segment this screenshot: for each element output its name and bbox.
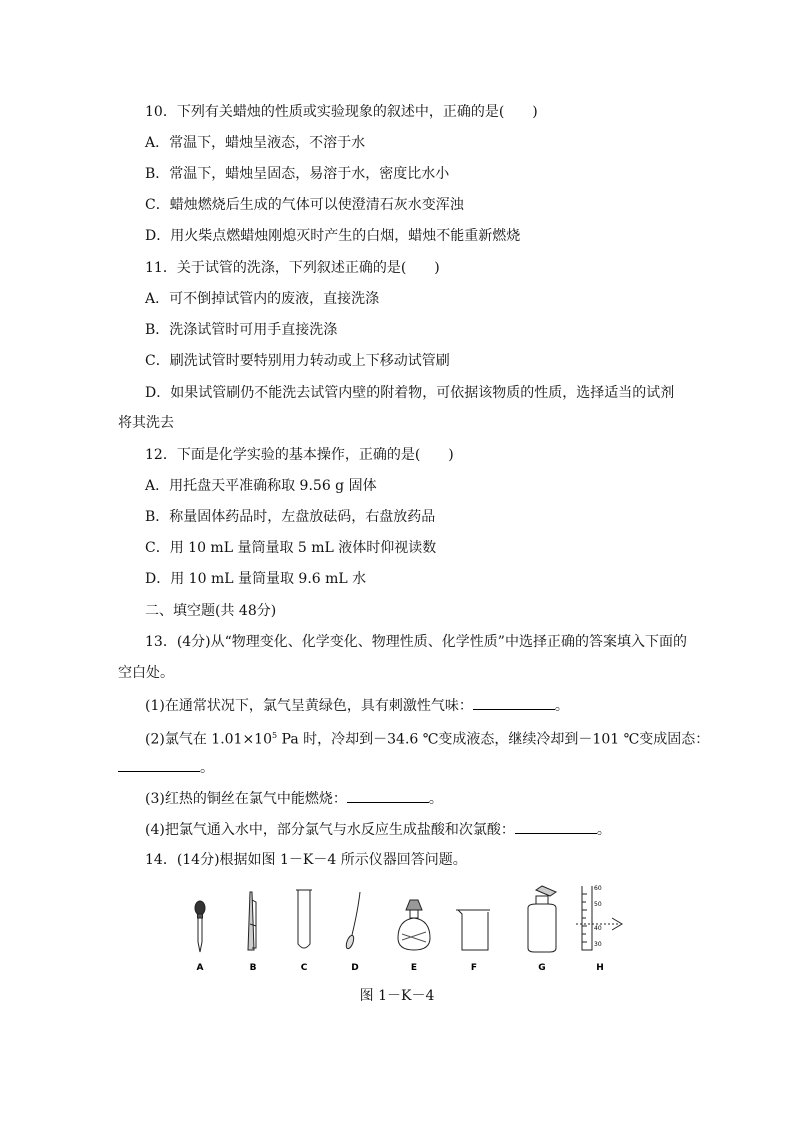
q13-part1-end: 。 (554, 698, 569, 714)
scale-tick-50: 50 (594, 901, 602, 908)
q10-option-d: D．用火柴点燃蜡烛刚熄灭时产生的白烟，蜡烛不能重新燃烧 (145, 228, 521, 244)
section-heading: 二、填空题(共 48分) (145, 603, 277, 619)
dropper-icon (195, 901, 205, 952)
q10-option-b: B．常温下，蜡烛呈固态，易溶于水，密度比水小 (145, 166, 450, 182)
label-c: C (300, 963, 308, 973)
test-tube-icon (296, 890, 312, 948)
q13-part2-text: (2)氯气在 1.01×10 (145, 731, 272, 748)
apparatus-figure (180, 880, 640, 980)
beaker-icon (456, 910, 490, 950)
q13-part3-text: (3)红热的铜丝在氯气中能燃烧： (145, 791, 347, 807)
q13-part4-end: 。 (596, 822, 611, 838)
medicine-spoon-icon (345, 892, 360, 950)
q13-part2-answer (118, 757, 214, 778)
q12-option-a: A．用托盘天平准确称取 9.56 g 固体 (145, 478, 377, 494)
q10-option-c: C．蜡烛燃烧后生成的气体可以使澄清石灰水变浑浊 (145, 197, 464, 213)
q13-part3-end: 。 (428, 791, 443, 807)
q13-part4 (145, 819, 611, 840)
q11-option-d-line2: 将其洗去 (118, 415, 174, 431)
label-h: H (596, 963, 604, 973)
q11-option-a: A．可不倒掉试管内的废液，直接洗涤 (145, 291, 380, 307)
q12-stem: 12．下面是化学实验的基本操作，正确的是( ) (145, 447, 454, 463)
label-d: D (351, 963, 359, 973)
scale-tick-30: 30 (594, 941, 602, 948)
q14-stem: 14．(14分)根据如图 1－K－4 所示仪器回答问题。 (145, 852, 467, 868)
q10-stem: 10．下列有关蜡烛的性质或实验现象的叙述中，正确的是( ) (145, 104, 538, 120)
alcohol-lamp-icon (398, 900, 430, 950)
label-a: A (196, 963, 204, 973)
q12-option-d: D．用 10 mL 量筒量取 9.6 mL 水 (145, 571, 367, 587)
q13-part2-end: 。 (200, 760, 214, 776)
answer-blank-2[interactable] (118, 757, 200, 772)
figure-caption: 图 1－K－4 (359, 988, 435, 1004)
q11-option-c: C．刷洗试管时要特别用力转动或上下移动试管刷 (145, 353, 450, 369)
q12-option-b: B．称量固体药品时，左盘放砝码，右盘放药品 (145, 509, 436, 525)
q13-part2-text-rest: Pa 时，冷却到－34.6 ℃变成液态，继续冷却到－101 ℃变成固态： (277, 731, 710, 748)
q11-stem: 11．关于试管的洗涤，下列叙述正确的是( ) (145, 260, 440, 276)
label-b: B (249, 963, 257, 973)
label-e: E (410, 963, 418, 973)
q13-part2-exponent: 5 (272, 731, 278, 740)
q11-option-d-line1: D．如果试管刷仍不能洗去试管内壁的附着物，可依据该物质的性质，选择适当的试剂 (145, 385, 675, 401)
q12-option-c: C．用 10 mL 量筒量取 5 mL 液体时仰视读数 (145, 540, 437, 556)
test-tube-holder-icon (248, 892, 256, 950)
gas-jar-icon (528, 886, 556, 952)
q13-stem-line1: 13．(4分)从“物理变化、化学变化、物理性质、化学性质”中选择正确的答案填入下面的 (145, 634, 687, 650)
answer-blank-4[interactable] (515, 819, 597, 834)
scale-tick-60: 60 (594, 885, 602, 892)
answer-blank-3[interactable] (347, 788, 429, 803)
scale-tick-40: 40 (594, 925, 602, 932)
q10-option-a: A．常温下，蜡烛呈液态，不溶于水 (145, 135, 366, 151)
q13-part3 (145, 788, 443, 809)
apparatus-svg (180, 880, 640, 980)
q13-part1 (145, 695, 569, 716)
label-g: G (538, 963, 546, 973)
answer-blank-1[interactable] (473, 695, 555, 710)
q13-stem-line2: 空白处。 (118, 665, 174, 681)
q13-part2 (145, 726, 709, 750)
q13-part4-text: (4)把氯气通入水中，部分氯气与水反应生成盐酸和次氯酸： (145, 822, 515, 838)
q13-part1-text: (1)在通常状况下，氯气呈黄绿色，具有刺激性气味： (145, 698, 473, 714)
q11-option-b: B．洗涤试管时可用手直接洗涤 (145, 322, 338, 338)
label-f: F (470, 963, 478, 973)
